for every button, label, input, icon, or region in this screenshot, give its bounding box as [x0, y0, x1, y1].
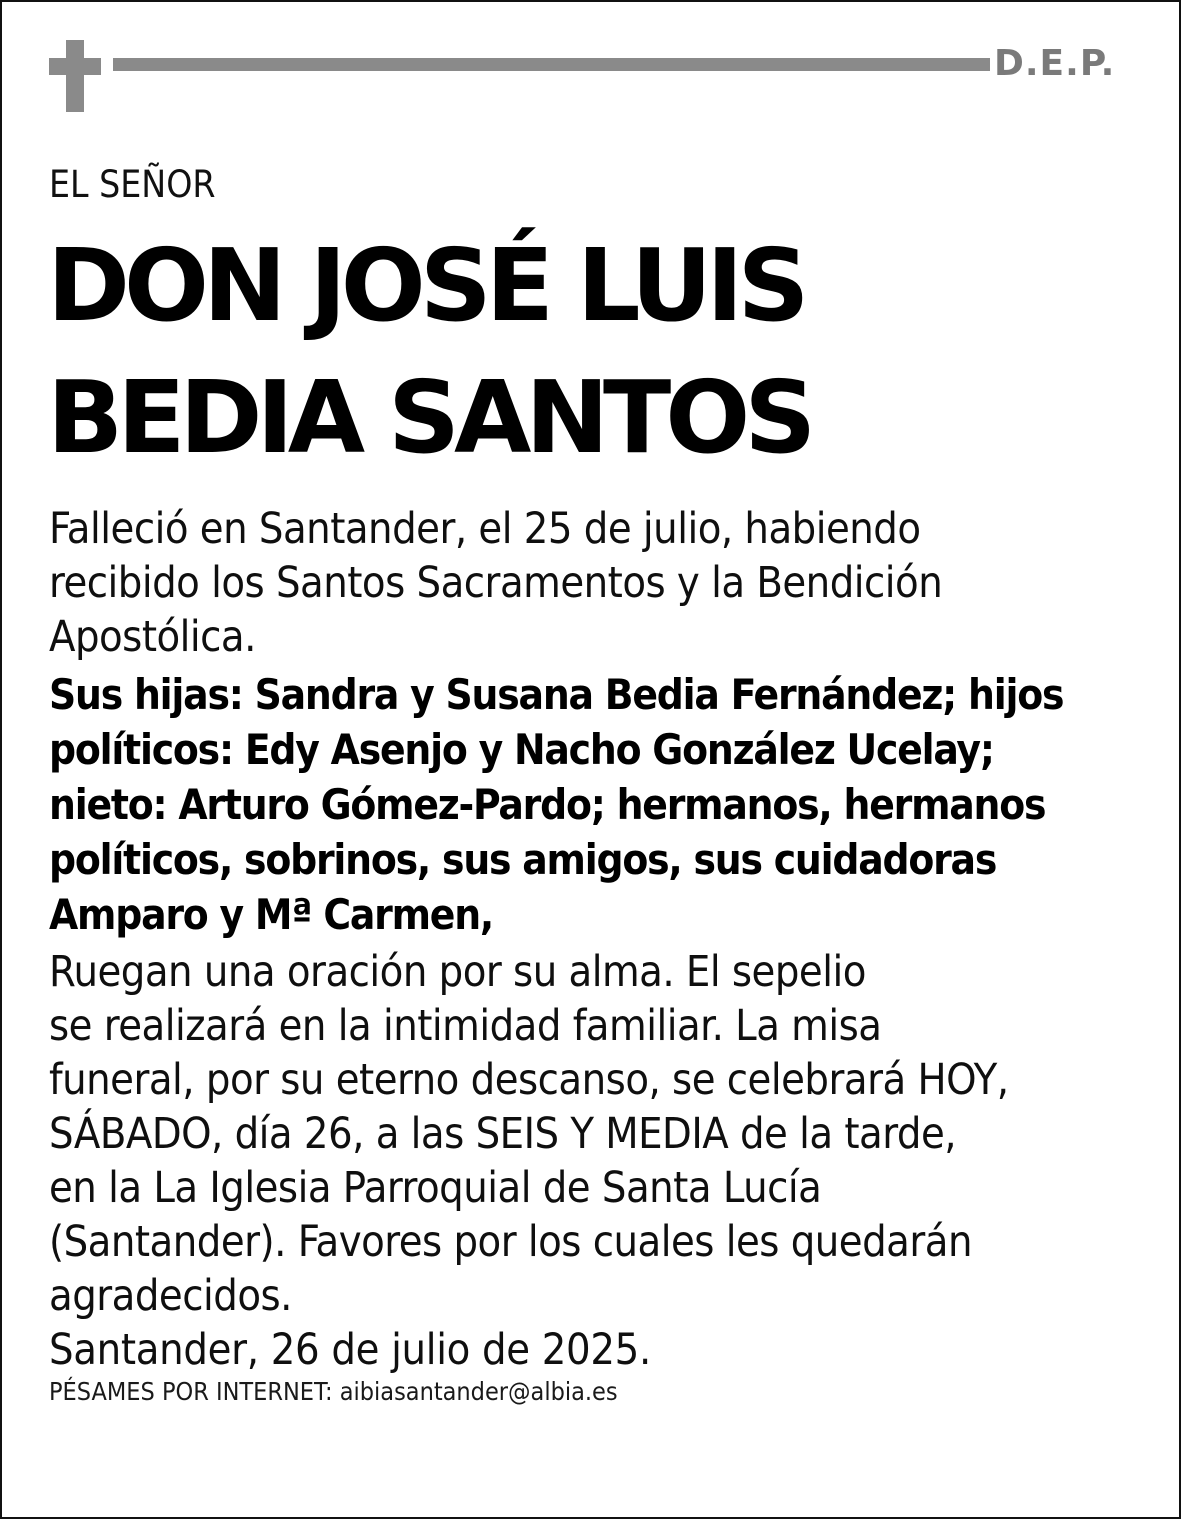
text-line: Amparo y Mª Carmen,	[49, 890, 494, 939]
condolences-email: PÉSAMES POR INTERNET: aibiasantander@albia.es	[49, 1377, 618, 1406]
cross-icon	[49, 40, 101, 112]
text-line: (Santander). Favores por los cuales les quedarán	[49, 1217, 973, 1267]
text-line: SÁBADO, día 26, a las SEIS Y MEDIA de la tarde,	[49, 1109, 957, 1159]
text-line: recibido los Santos Sacramentos y la Bendición	[49, 558, 943, 608]
family-paragraph	[49, 667, 1154, 942]
deceased-name-line: DON JOSÉ LUIS	[47, 227, 804, 344]
cross-vertical-bar	[66, 40, 84, 112]
service-paragraph	[49, 945, 1154, 1323]
text-line: Apostólica.	[49, 612, 256, 662]
text-line: políticos, sobrinos, sus amigos, sus cuidadoras	[49, 835, 997, 884]
death-paragraph	[49, 502, 1154, 664]
text-line: Ruegan una oración por su alma. El sepelio	[49, 947, 866, 997]
header-rule	[113, 58, 990, 71]
text-line: Sus hijas: Sandra y Susana Bedia Fernández; hijos	[49, 670, 1064, 719]
text-line: políticos: Edy Asenjo y Nacho González Ucelay;	[49, 725, 994, 774]
deceased-name	[47, 220, 1147, 484]
text-line: nieto: Arturo Gómez-Pardo; hermanos, hermanos	[49, 780, 1046, 829]
deceased-name-line: BEDIA SANTOS	[47, 359, 811, 476]
cross-horizontal-bar	[49, 58, 101, 75]
place-date: Santander, 26 de julio de 2025.	[49, 1325, 651, 1375]
text-line: Falleció en Santander, el 25 de julio, habiendo	[49, 504, 921, 554]
honorific: EL SEÑOR	[49, 163, 216, 206]
text-line: se realizará en la intimidad familiar. La misa	[49, 1001, 882, 1051]
text-line: agradecidos.	[49, 1271, 292, 1321]
dep-label: D.E.P.	[994, 43, 1116, 84]
notice-body	[49, 502, 1154, 1407]
text-line: en la La Iglesia Parroquial de Santa Lucía	[49, 1163, 822, 1213]
text-line: funeral, por su eterno descanso, se celebrará HOY,	[49, 1055, 1009, 1105]
